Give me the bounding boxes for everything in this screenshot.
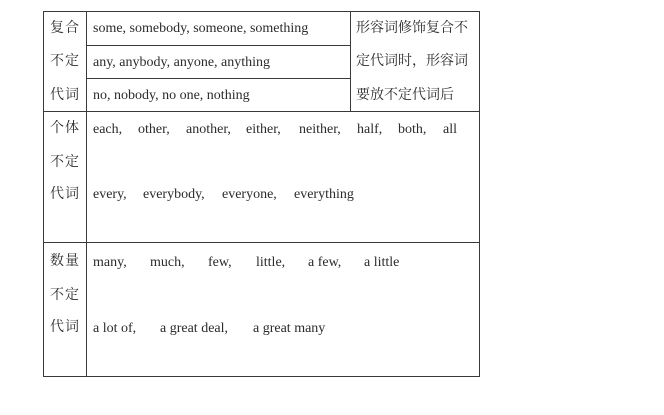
individual-category-label-2: 不定 xyxy=(50,155,80,170)
compound-row-divider-1 xyxy=(86,45,350,46)
individual-word: both, xyxy=(398,122,427,137)
compound-row-no: no, nobody, no one, nothing xyxy=(93,88,250,103)
quantity-category-label-2: 不定 xyxy=(50,288,80,303)
quantity-word: a lot of, xyxy=(93,321,137,336)
compound-category-label-2: 不定 xyxy=(50,54,80,69)
compound-note-line-1: 形容词修饰复合不 xyxy=(356,21,468,36)
section-divider-individual xyxy=(43,242,480,243)
category-column-divider xyxy=(86,11,87,377)
compound-category-label-3: 代词 xyxy=(50,88,80,103)
individual-word: another, xyxy=(186,122,231,137)
individual-word: each, xyxy=(93,122,123,137)
quantity-word: much, xyxy=(150,255,185,270)
individual-word: everybody, xyxy=(143,187,205,202)
individual-word: either, xyxy=(246,122,281,137)
quantity-word: a few, xyxy=(308,255,342,270)
quantity-category-label-3: 代词 xyxy=(50,320,80,335)
individual-category-label-3: 代词 xyxy=(50,187,80,202)
quantity-word: few, xyxy=(208,255,232,270)
section-divider-compound xyxy=(43,111,480,112)
table-border-bottom xyxy=(43,376,480,377)
quantity-word: a little xyxy=(364,255,400,270)
quantity-category-label-1: 数量 xyxy=(50,254,80,269)
note-column-divider xyxy=(350,11,351,111)
table-border-top xyxy=(43,11,480,12)
compound-row-any: any, anybody, anyone, anything xyxy=(93,55,271,70)
individual-word: everyone, xyxy=(222,187,277,202)
compound-category-label-1: 复合 xyxy=(50,21,80,36)
table-border-right xyxy=(479,11,480,377)
individual-word: half, xyxy=(357,122,383,137)
individual-word: all xyxy=(443,122,457,137)
compound-note-line-2: 定代词时，形容词 xyxy=(356,54,468,69)
compound-note-line-3: 要放不定代词后 xyxy=(356,88,454,103)
quantity-word: many, xyxy=(93,255,127,270)
quantity-word: a great many xyxy=(253,321,326,336)
quantity-word: little, xyxy=(256,255,286,270)
individual-category-label-1: 个体 xyxy=(50,121,80,136)
compound-row-some: some, somebody, someone, something xyxy=(93,21,309,36)
individual-word: everything xyxy=(294,187,354,202)
individual-word: every, xyxy=(93,187,127,202)
individual-word: neither, xyxy=(299,122,341,137)
individual-word: other, xyxy=(138,122,170,137)
quantity-word: a great deal, xyxy=(160,321,229,336)
table-border-left xyxy=(43,11,44,377)
compound-row-divider-2 xyxy=(86,78,350,79)
